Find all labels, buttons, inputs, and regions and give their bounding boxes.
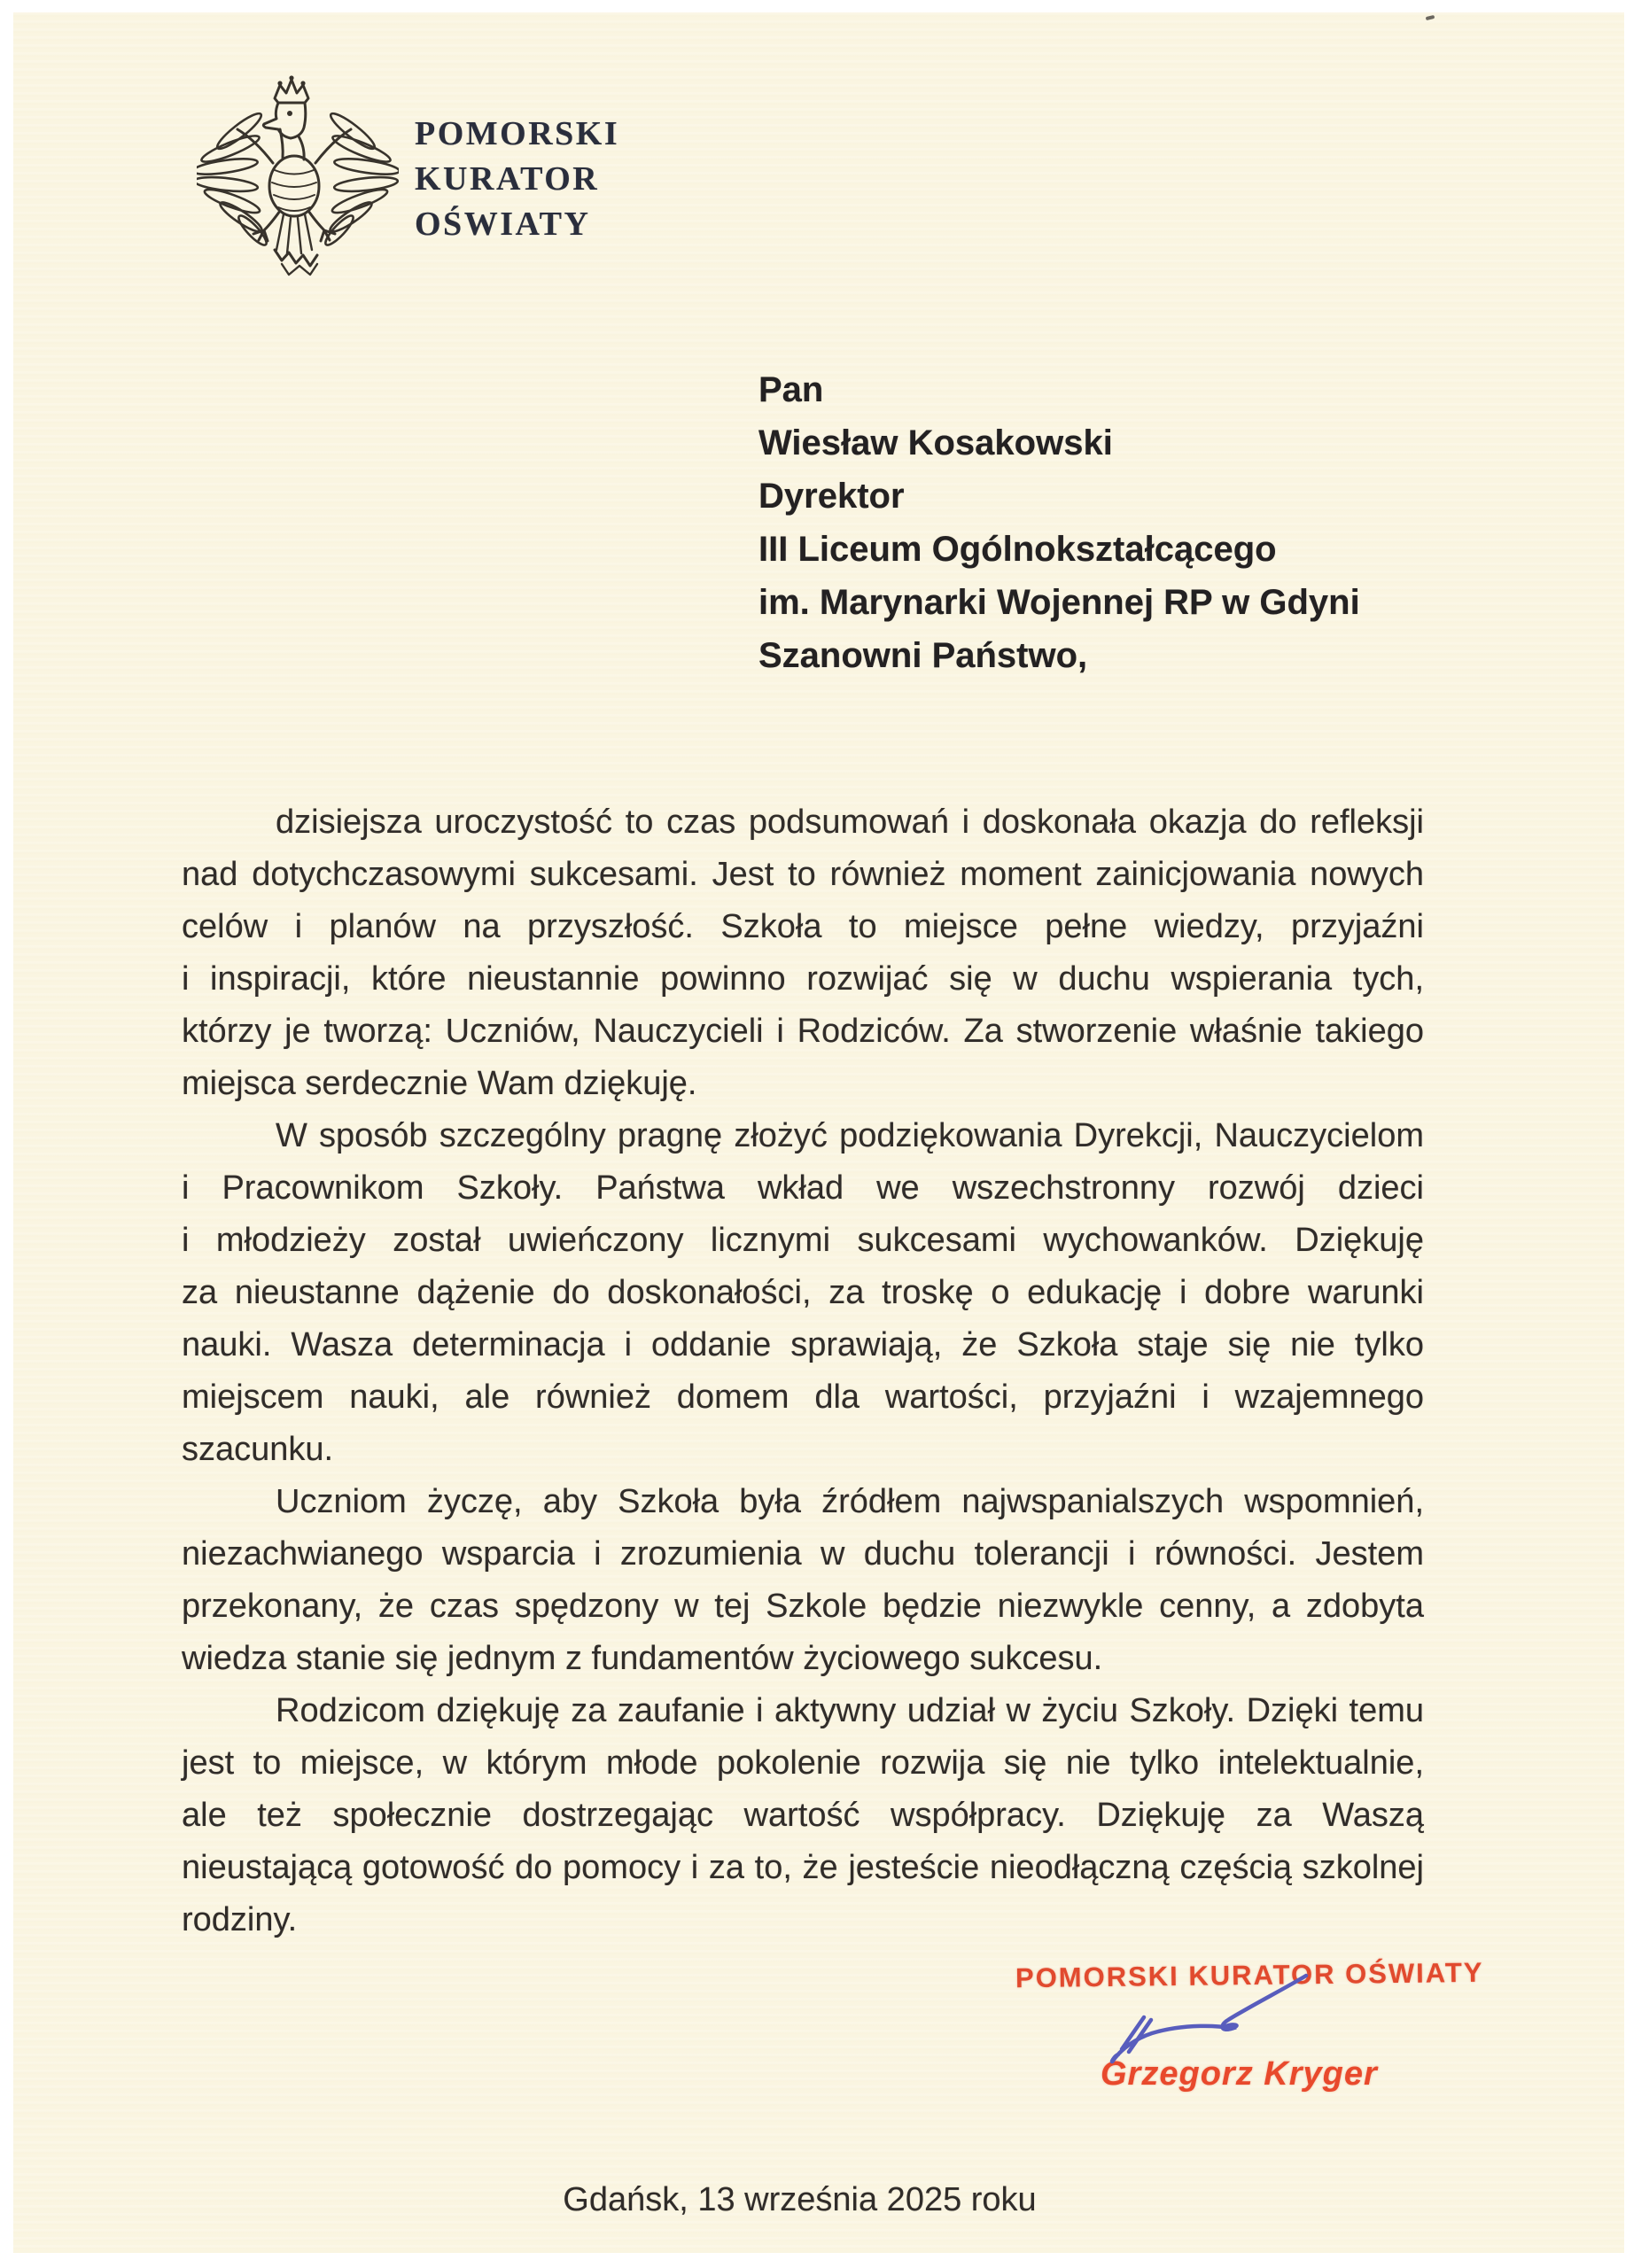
handwritten-signature-icon: [1095, 1949, 1326, 2073]
body-line: za nieustanne dążenie do doskonałości, za troskę o edukację i dobre warunki: [182, 1274, 1424, 1311]
body-line: dzisiejsza uroczystość to czas podsumowań i doskonała okazja do refleksji: [276, 804, 1424, 841]
letterhead-title-line: OŚWIATY: [415, 206, 591, 243]
office-stamp-text: POMORSKI KURATOR OŚWIATY: [1015, 1956, 1484, 1994]
body-line: przekonany, że czas spędzony w tej Szkole będzie niezwykle cenny, a zdobyta: [182, 1588, 1424, 1625]
body-line: miejsca serdecznie Wam dziękuję.: [182, 1065, 697, 1102]
body-line: ale też społecznie dostrzegając wartość współpracy. Dziękuję za Waszą: [182, 1797, 1424, 1834]
body-line: nad dotychczasowymi sukcesami. Jest to również moment zainicjowania nowych: [182, 856, 1424, 893]
body-line: Rodzicom dziękuję za zaufanie i aktywny udział w życiu Szkoły. Dzięki temu: [276, 1692, 1424, 1729]
letterhead-title-line: KURATOR: [415, 160, 600, 198]
recipient-line: Dyrektor: [758, 477, 905, 516]
recipient-line: Wiesław Kosakowski: [758, 423, 1113, 462]
recipient-line: im. Marynarki Wojennej RP w Gdyni: [758, 583, 1360, 622]
body-line: i inspiracji, które nieustannie powinno rozwijać się w duchu wspierania tych,: [182, 960, 1424, 998]
body-line: jest to miejsce, w którym młode pokolenie rozwija się nie tylko intelektualnie,: [182, 1744, 1424, 1782]
body-line: nieustającą gotowość do pomocy i za to, że jesteście nieodłączną częścią szkolnej: [182, 1849, 1424, 1886]
recipient-block: [758, 363, 1360, 682]
date-line: Gdańsk, 13 września 2025 roku: [563, 2181, 1037, 2218]
signatory-name-stamp: Grzegorz Kryger: [1101, 2055, 1378, 2093]
body-line: niezachwianego wsparcia i zrozumienia w duchu tolerancji i równości. Jestem: [182, 1535, 1424, 1573]
letterhead-title-line: POMORSKI: [415, 115, 620, 152]
recipient-line: Pan: [758, 370, 824, 409]
salutation-line: Szanowni Państwo,: [758, 636, 1088, 675]
body-line: rodziny.: [182, 1901, 298, 1938]
body-line: nauki. Wasza determinacja i oddanie sprawiają, że Szkoła staje się nie tylko: [182, 1326, 1424, 1363]
body-line: wiedza stanie się jednym z fundamentów życiowego sukcesu.: [182, 1640, 1103, 1677]
letterhead-title: [415, 112, 619, 247]
body-line: Uczniom życzę, aby Szkoła była źródłem najwspanialszych wspomnień,: [276, 1483, 1424, 1520]
body-line: celów i planów na przyszłość. Szkoła to miejsce pełne wiedzy, przyjaźni: [182, 908, 1424, 945]
body-line: W sposób szczególny pragnę złożyć podziękowania Dyrekcji, Nauczycielom: [276, 1117, 1424, 1154]
body-line: którzy je tworzą: Uczniów, Nauczycieli i Rodziców. Za stworzenie właśnie takiego: [182, 1013, 1424, 1050]
body-line: i młodzieży został uwieńczony licznymi sukcesami wychowanków. Dziękuję: [182, 1222, 1424, 1259]
polish-eagle-crowned-icon: [197, 74, 399, 287]
body-line: i Pracownikom Szkoły. Państwa wkład we wszechstronny rozwój dzieci: [182, 1169, 1424, 1207]
letter-body: [182, 796, 1424, 1946]
body-line: szacunku.: [182, 1431, 334, 1468]
recipient-line: III Liceum Ogólnokształcącego: [758, 530, 1277, 569]
body-line: miejscem nauki, ale również domem dla wartości, przyjaźni i wzajemnego: [182, 1379, 1424, 1416]
